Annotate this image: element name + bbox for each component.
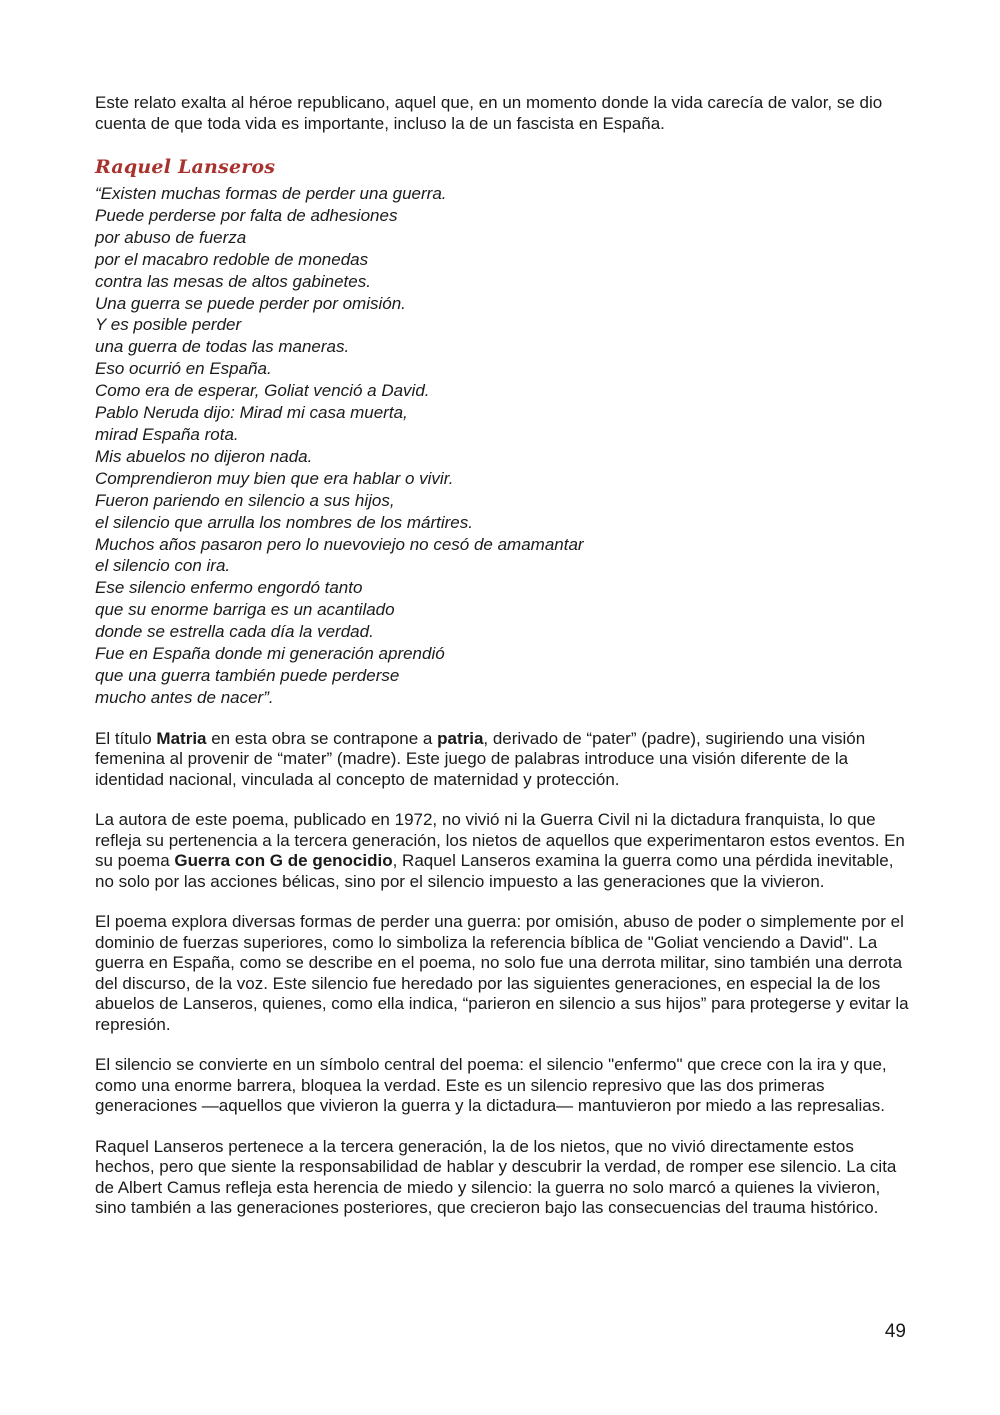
page-number: 49 <box>884 1321 906 1342</box>
poem-line: por abuso de fuerza <box>95 227 247 247</box>
poem-line: Eso ocurrió en España. <box>95 359 272 379</box>
poem-line: Pablo Neruda dijo: Mirad mi casa muerta, <box>95 403 408 423</box>
poem-line: Y es posible perder <box>95 315 242 335</box>
patria-term: patria <box>437 728 484 748</box>
intro-paragraph: Este relato exalta al héroe republicano, aquel que, en un momento donde la vida carecía de valor, se dio cuenta de que toda vida es importante, incluso la de un fascista en España. <box>95 93 883 133</box>
silence-paragraph: El silencio se convierte en un símbolo central del poema: el silencio "enfermo" que crece con la ira y que, como una enorme barrera, bloquea la verdad. Este es un silencio represivo que las dos primeras generaciones —aquellos que vivieron la guerra y la dictadura— mantuvieron por miedo a las represalias. <box>95 1055 887 1116</box>
poem-line: Comprendieron muy bien que era hablar o vivir. <box>95 468 454 488</box>
section-heading: Raquel Lanseros <box>95 156 276 178</box>
poem-line: Mis abuelos no dijeron nada. <box>95 446 313 466</box>
generation-paragraph: Raquel Lanseros pertenece a la tercera generación, la de los nietos, que no vivió directamente estos hechos, pero que siente la responsabilidad de hablar y descubrir la verdad, de romper ese silencio. La cita de Albert Camus refleja esta herencia de miedo y silencio: la guerra no solo marcó a quienes la vivieron, sino también a las generaciones posteriores, que crecieron bajo las consecuencias del trauma histórico. <box>95 1136 897 1218</box>
matria-term: Matria <box>156 728 207 748</box>
poem-line: Como era de esperar, Goliat venció a David. <box>95 381 430 401</box>
p1-text-2: en esta obra se contrapone a <box>206 728 438 748</box>
poem-line: por el macabro redoble de monedas <box>95 249 369 269</box>
poem-line: Muchos años pasaron pero lo nuevoviejo no cesó de amamantar <box>95 534 584 554</box>
poem-line: Puede perderse por falta de adhesiones <box>95 205 398 225</box>
p2-text-1: La autora de este poema, publicado en 1972, no vivió ni la Guerra Civil ni la dictadura franquista, lo que refleja su pertenencia a la tercera generación, los nietos de aquellos que experimentaron estos eventos. En su poema <box>95 810 905 871</box>
p1-text-3: , derivado de “pater” (padre), sugiriendo una visión femenina al provenir de “mater” (madre). Este juego de palabras introduce una visión diferente de la identidad nacional, vinculada al concepto de maternidad y protección. <box>95 728 866 789</box>
poem-line: mucho antes de nacer”. <box>95 687 274 707</box>
poem <box>95 183 910 709</box>
page-content <box>95 93 910 1219</box>
poem-line: el silencio con ira. <box>95 556 231 576</box>
p2-text-2: , Raquel Lanseros examina la guerra como una pérdida inevitable, no solo por las acciones bélicas, sino por el silencio impuesto a las generaciones que la vivieron. <box>95 851 894 891</box>
poem-line: una guerra de todas las maneras. <box>95 337 350 357</box>
poem-line: “Existen muchas formas de perder una guerra. <box>95 184 447 203</box>
poem-line: contra las mesas de altos gabinetes. <box>95 271 371 291</box>
p1-text-1: El título <box>95 728 157 748</box>
poem-title: Guerra con G de genocidio <box>174 851 393 871</box>
poem-line: Una guerra se puede perder por omisión. <box>95 293 406 313</box>
matria-paragraph <box>95 729 910 791</box>
author-paragraph <box>95 810 910 892</box>
poem-line: Fue en España donde mi generación aprendió <box>95 644 445 664</box>
poem-line: que una guerra también puede perderse <box>95 665 400 685</box>
poem-line: que su enorme barriga es un acantilado <box>95 600 395 620</box>
analysis-paragraph: El poema explora diversas formas de perder una guerra: por omisión, abuso de poder o simplemente por el dominio de fuerzas superiores, como lo simboliza la referencia bíblica de "Goliat venciendo a David". La guerra en España, como se describe en el poema, no solo fue una derrota militar, sino también una derrota del discurso, de la voz. Este silencio fue heredado por las siguientes generaciones, en especial la de los abuelos de Lanseros, quienes, como ella indica, “parieron en silencio a sus hijos” para protegerse y evitar la represión. <box>95 912 909 1034</box>
poem-line: mirad España rota. <box>95 424 239 444</box>
poem-line: el silencio que arrulla los nombres de los mártires. <box>95 512 473 532</box>
poem-line: Ese silencio enfermo engordó tanto <box>95 578 363 598</box>
poem-line: donde se estrella cada día la verdad. <box>95 622 374 642</box>
poem-line: Fueron pariendo en silencio a sus hijos, <box>95 490 395 510</box>
